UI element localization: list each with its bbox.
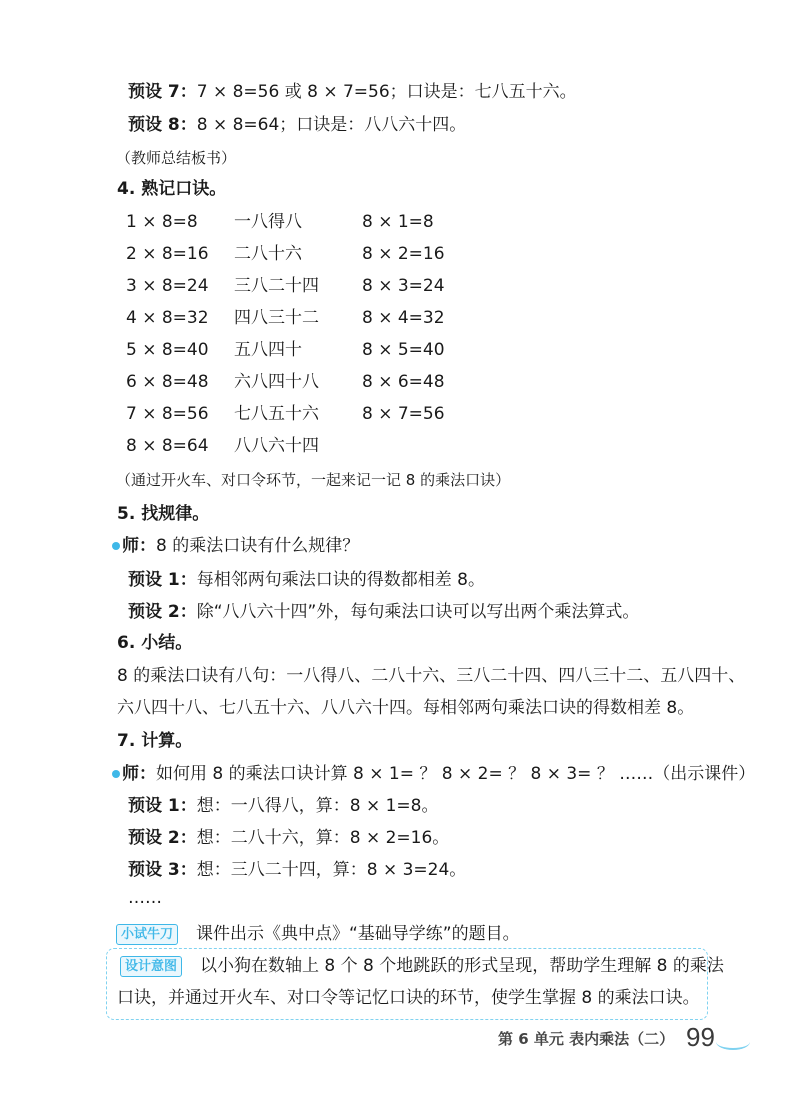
section-7-preset-2 [128,826,449,850]
tag-design: 设计意图 [120,956,182,977]
preset-text: 想：三八二十四，算：8 × 3=24。 [196,860,467,880]
page-number: 99 [686,1022,715,1052]
equation-cell: 8 × 8=64 [126,436,209,456]
tag-try: 小试牛刀 [116,924,178,945]
section-6-text-1: 8 的乘法口诀有八句：一八得八、二八十六、三八二十四、四八三十二、五八四十、 [117,666,746,686]
section-6-title: 6. 小结。 [117,633,193,653]
preset-label: 预设 2： [128,602,197,622]
rhyme-cell: 八八六十四 [234,436,319,456]
preset-text: 想：一八得八，算：8 × 1=8。 [196,796,439,816]
equation-cell: 7 × 8=56 [126,404,209,424]
equation-cell: 4 × 8=32 [126,308,209,328]
preset-label: 预设 1： [128,570,197,590]
section-7-preset-3 [128,858,466,882]
preset-text: 7 × 8=56 或 8 × 7=56；口诀是：七八五十六。 [196,82,577,102]
preset-text: 除“八八六十四”外，每句乘法口诀可以写出两个乘法算式。 [196,602,640,622]
section-7-preset-1 [128,794,439,818]
design-text-2: 口诀，并通过开火车、对口令等记忆口诀的环节，使学生掌握 8 的乘法口诀。 [117,988,700,1008]
preset-label: 预设 8： [128,115,197,135]
equation-cell: 8 × 6=48 [362,372,445,392]
rhyme-cell: 二八十六 [234,244,302,264]
section-5-title: 5. 找规律。 [117,504,210,524]
equation-cell: 6 × 8=48 [126,372,209,392]
preset-label: 预设 1： [128,796,197,816]
equation-cell: 1 × 8=8 [126,212,198,232]
equation-cell: 5 × 8=40 [126,340,209,360]
rhyme-cell: 五八四十 [234,340,302,360]
teacher-label: 师： [122,764,156,784]
preset-label: 预设 2： [128,828,197,848]
equation-cell: 8 × 3=24 [362,276,445,296]
ellipsis: …… [128,888,162,908]
try-text: 课件出示《典中点》“基础导学练”的题目。 [196,924,520,944]
preset-text: 8 × 8=64；口诀是：八八六十四。 [196,115,467,135]
rhyme-cell: 四八三十二 [234,308,319,328]
rhyme-cell: 七八五十六 [234,404,319,424]
preset-8-line [128,113,466,137]
equation-cell: 8 × 1=8 [362,212,434,232]
bullet-icon [112,542,120,550]
equation-cell: 8 × 2=16 [362,244,445,264]
equation-cell: 8 × 4=32 [362,308,445,328]
equation-cell: 2 × 8=16 [126,244,209,264]
rhyme-cell: 三八二十四 [234,276,319,296]
section-4-title: 4. 熟记口诀。 [117,179,227,199]
section-5-preset-2 [128,600,639,624]
equation-cell: 8 × 7=56 [362,404,445,424]
preset-text: 每相邻两句乘法口诀的得数都相差 8。 [196,570,485,590]
swirl-icon [716,1034,750,1050]
preset-7-line [128,80,577,104]
section-6-text-2: 六八四十八、七八五十六、八八六十四。每相邻两句乘法口诀的得数相差 8。 [117,698,695,718]
teacher-question-5 [112,534,359,558]
teacher-question-7 [112,762,755,786]
note-train: （通过开火车、对口令环节，一起来记一记 8 的乘法口诀） [116,471,511,489]
rhyme-cell: 一八得八 [234,212,302,232]
footer-unit: 第 6 单元 表内乘法（二） [498,1030,675,1048]
note-teacher-board: （教师总结板书） [116,149,237,167]
equation-cell: 8 × 5=40 [362,340,445,360]
bullet-icon [112,770,120,778]
rhyme-cell: 六八四十八 [234,372,319,392]
teacher-label: 师： [122,536,156,556]
design-text-1: 以小狗在数轴上 8 个 8 个地跳跃的形式呈现，帮助学生理解 8 的乘法 [200,956,724,976]
equation-cell: 3 × 8=24 [126,276,209,296]
preset-label: 预设 7： [128,82,197,102]
preset-text: 想：二八十六，算：8 × 2=16。 [196,828,450,848]
section-5-preset-1 [128,568,485,592]
section-7-title: 7. 计算。 [117,731,193,751]
preset-label: 预设 3： [128,860,197,880]
question-text: 如何用 8 的乘法口诀计算 8 × 1= ？ 8 × 2= ？ 8 × 3= ？ ……（出示课件） [156,764,756,784]
question-text: 8 的乘法口诀有什么规律？ [156,536,360,556]
